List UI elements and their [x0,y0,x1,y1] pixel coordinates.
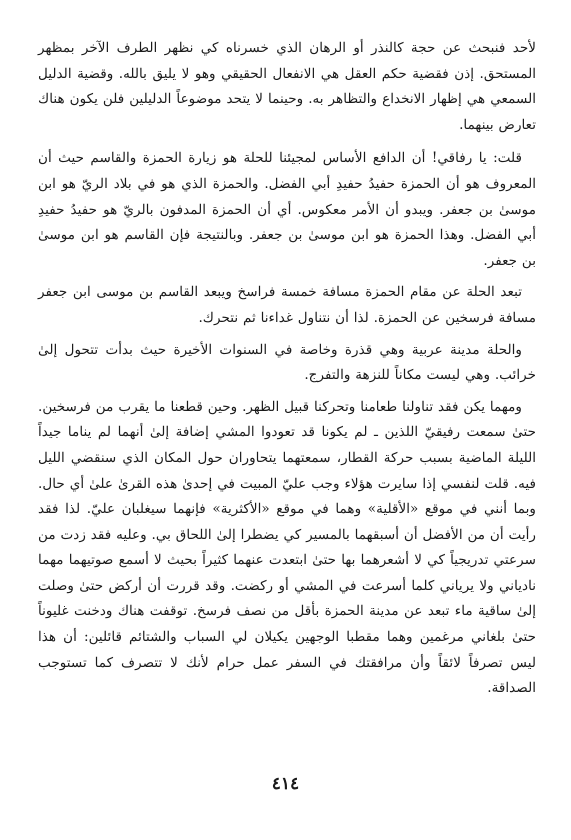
paragraph-1: لأحد فنبحث عن حجة كالنذر أو الرهان الذي خسرناه كي نظهر الطرف الآخر بمظهر المستحق. إذن فقضية حكم العقل هي الانفعال الحقيقي وهو لا يليق بالله. وقضية الدليل السمعي هي إظهار الانخداع والتظاهر به. وحينما لا يتحد موضوعاً الدليلين فلن يكون هناك تعارض بينهما. [38,40,536,133]
page-number: ٤١٤ [271,774,300,794]
paragraph-4: والحلة مدينة عربية وهي قذرة وخاصة في السنوات الأخيرة حيث بدأت تتحول إلىٰ خرائب. وهي ليست مكاناً للنزهة والتفرج. [38,341,536,384]
paragraph-2: قلت: يا رفاقي! أن الدافع الأساس لمجيئنا للحلة هو زيارة الحمزة والقاسم حيث أن المعروف هو أن الحمزة حفيدُ حفيدِ أبي الفضل. والحمزة الذي هو في بلاد الريّ هو ابن موسىٰ بن جعفر. ويبدو أن الأمر معكوس. أي أن الحمزة المدفون بالريّ هو حفيدُ حفيدِ أبي الفضل. وهذا الحمزة هو ابن موسىٰ بن جعفر. وبالنتيجة فإن القاسم هو ابن موسىٰ بن جعفر. [38,150,536,269]
page-body [38,36,536,708]
paragraph-3: تبعد الحلة عن مقام الحمزة مسافة خمسة فراسخ ويبعد القاسم بن موسى ابن جعفر مسافة فرسخين عن الحمزة. لذا أن نتناول غداءنا ثم نتحرك. [38,284,536,326]
paragraph-5: ومهما يكن فقد تناولنا طعامنا وتحركنا قبيل الظهر. وحين قطعنا ما يقرب من فرسخين. حتىٰ سمعت رفيقيّ اللذين ـ لم يكونا قد تعودوا المشي إضافة إلىٰ أنهما لم يناما جيداً الليلة الماضية بسبب حركة القطار، سمعتهما يتحاوران حول المكان الذي سنقضي الليل فيه. قلت لنفسي إذا سايرت هؤلاء وجب عليّ المبيت في إحدىٰ هذه القرىٰ علىٰ أي حال. وبما أنني في موقع «الأقلية» وهما في موقع «الأكثرية» فإنهما سيغلبان عليّ. لذا فقد رأيت أن من الأفضل أن أسبقهما بالمسير كي يضطرا إلىٰ اللحاق بي. وعليه فقد زدت من سرعتي تدريجياً كي لا أشعرهما بها حتىٰ ابتعدت عنهما كثيراً بحيث لا أسمع صوتيهما مهما نادياني ولا يرياني كلما أسرعت في المشي أو ركضت. وقد قررت أن أركض حتىٰ وصلت إلىٰ ساقية ماء تبعد عن مدينة الحمزة بأقل من نصف فرسخ. توقفت هناك ودخنت غليوناً حتىٰ بلغاني مرغمين وهما مقطبا الوجهين يكيلان لي السباب والشتائم قائلين: أن هذا ليس تصرفاً لائقاً وأن مرافقتك في السفر عمل حرام لأنك لا تتصرف كما تستوجب الصداقة. [38,398,536,697]
